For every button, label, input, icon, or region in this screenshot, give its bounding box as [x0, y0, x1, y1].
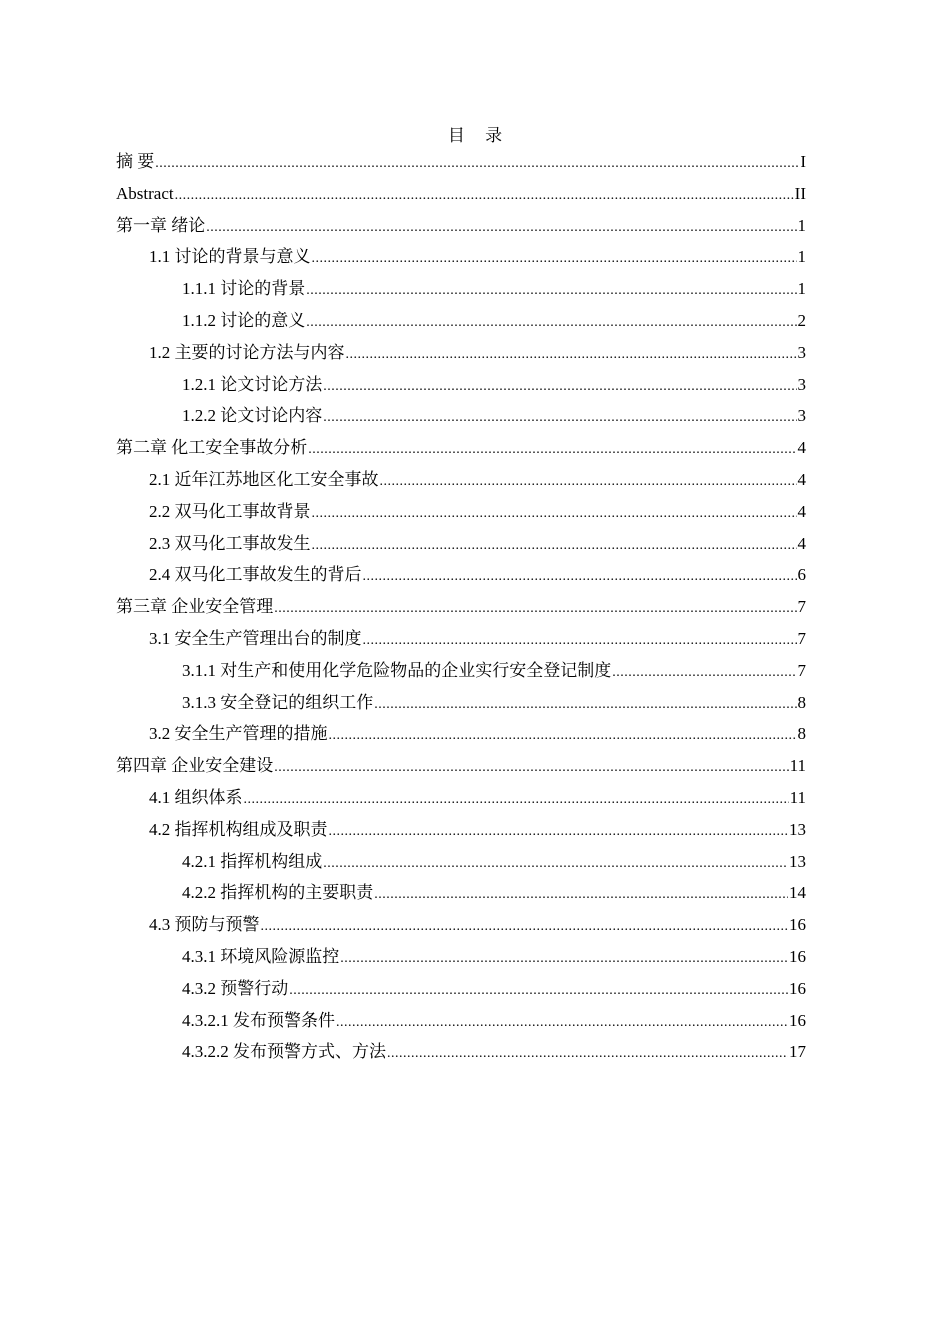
toc-entry[interactable]: [116, 496, 806, 528]
toc-entry-label: 1.2 主要的讨论方法与内容: [149, 342, 345, 362]
toc-entry[interactable]: [116, 782, 806, 814]
toc-entry[interactable]: [116, 528, 806, 560]
toc-entry[interactable]: [116, 623, 806, 655]
toc-entry[interactable]: [116, 432, 806, 464]
toc-entry[interactable]: [116, 400, 806, 432]
toc-entry[interactable]: [116, 591, 806, 623]
toc-entry-label: 3.2 安全生产管理的措施: [149, 724, 328, 744]
toc-list: [116, 146, 806, 1068]
toc-page-number: 7: [797, 597, 806, 617]
toc-page-number: 13: [789, 819, 806, 839]
toc-page-number: 4: [797, 533, 806, 553]
toc-page-number: 7: [797, 660, 806, 680]
toc-entry-label: 1.1.1 讨论的背景: [182, 279, 306, 299]
toc-dot-leader: [363, 625, 797, 657]
toc-entry-label: 4.1 组织体系: [149, 787, 243, 807]
toc-page-number: 17: [789, 1042, 806, 1062]
toc-dot-leader: [155, 148, 799, 180]
toc-entry[interactable]: [116, 305, 806, 337]
toc-dot-leader: [244, 784, 789, 816]
toc-dot-leader: [374, 879, 788, 911]
toc-page-number: I: [800, 152, 806, 171]
toc-dot-leader: [261, 911, 789, 943]
toc-entry[interactable]: [116, 1036, 806, 1068]
toc-entry-label: 4.3.2.2 发布预警方式、方法: [182, 1042, 386, 1062]
toc-entry[interactable]: [116, 941, 806, 973]
toc-dot-leader: [380, 466, 797, 498]
toc-page-number: 1: [797, 215, 806, 235]
toc-dot-leader: [308, 434, 796, 466]
toc-entry[interactable]: [116, 846, 806, 878]
toc-page-number: 6: [797, 565, 806, 585]
toc-entry-label: 4.2.1 指挥机构组成: [182, 851, 323, 871]
toc-dot-leader: [329, 816, 789, 848]
toc-entry-label: 1.1 讨论的背景与意义: [149, 247, 311, 267]
toc-entry[interactable]: [116, 877, 806, 909]
toc-page-number: 8: [797, 724, 806, 744]
toc-page-number: II: [794, 183, 806, 203]
toc-page-number: 16: [789, 915, 806, 935]
toc-page-number: 4: [797, 469, 806, 489]
toc-dot-leader: [323, 371, 796, 403]
toc-dot-leader: [346, 339, 797, 371]
toc-entry[interactable]: [116, 814, 806, 846]
toc-entry[interactable]: [116, 655, 806, 687]
toc-entry-label: 第一章 绪论: [116, 215, 206, 235]
toc-entry-label: 2.4 双马化工事故发生的背后: [149, 565, 362, 585]
toc-entry-label: 2.3 双马化工事故发生: [149, 533, 311, 553]
toc-page-number: 13: [789, 851, 806, 871]
toc-dot-leader: [323, 402, 796, 434]
toc-dot-leader: [336, 1007, 788, 1039]
toc-dot-leader: [175, 180, 794, 212]
toc-entry[interactable]: [116, 337, 806, 369]
toc-page-number: 16: [789, 978, 806, 998]
toc-entry-label: 1.1.2 讨论的意义: [182, 310, 306, 330]
toc-dot-leader: [274, 752, 788, 784]
toc-page-number: 16: [789, 1010, 806, 1030]
toc-entry[interactable]: [116, 718, 806, 750]
toc-page-number: 8: [797, 692, 806, 712]
toc-entry-label: 3.1.3 安全登记的组织工作: [182, 692, 374, 712]
toc-dot-leader: [312, 243, 797, 275]
toc-entry-label: 3.1 安全生产管理出台的制度: [149, 628, 362, 648]
toc-entry[interactable]: [116, 973, 806, 1005]
toc-entry-label: 4.2 指挥机构组成及职责: [149, 819, 328, 839]
toc-page-number: 4: [797, 501, 806, 521]
toc-entry[interactable]: [116, 464, 806, 496]
toc-dot-leader: [289, 975, 788, 1007]
toc-entry-label: 摘 要: [116, 152, 155, 171]
toc-entry[interactable]: [116, 146, 806, 178]
toc-entry-label: 3.1.1 对生产和使用化学危险物品的企业实行安全登记制度: [182, 660, 612, 680]
toc-entry-label: 1.2.2 论文讨论内容: [182, 406, 323, 426]
toc-dot-leader: [612, 657, 796, 689]
toc-dot-leader: [387, 1038, 788, 1070]
toc-dot-leader: [374, 689, 796, 721]
toc-dot-leader: [274, 593, 796, 625]
toc-entry[interactable]: [116, 750, 806, 782]
toc-entry-label: 2.1 近年江苏地区化工安全事故: [149, 469, 379, 489]
toc-entry-label: 4.3.2 预警行动: [182, 978, 289, 998]
toc-entry-label: 4.2.2 指挥机构的主要职责: [182, 883, 374, 903]
toc-page-number: 3: [797, 406, 806, 426]
toc-entry[interactable]: [116, 909, 806, 941]
toc-page-number: 3: [797, 342, 806, 362]
toc-dot-leader: [206, 212, 796, 244]
toc-entry[interactable]: [116, 273, 806, 305]
toc-page-number: 7: [797, 628, 806, 648]
toc-dot-leader: [323, 848, 788, 880]
toc-page-number: 14: [789, 883, 806, 903]
toc-title: 目 录: [447, 126, 511, 145]
toc-dot-leader: [329, 720, 797, 752]
toc-page-number: 4: [797, 438, 806, 458]
toc-page-number: 11: [789, 756, 806, 776]
toc-dot-leader: [306, 307, 796, 339]
toc-entry[interactable]: [116, 241, 806, 273]
toc-entry-label: 1.2.1 论文讨论方法: [182, 374, 323, 394]
toc-entry[interactable]: [116, 369, 806, 401]
toc-page-number: 11: [789, 787, 806, 807]
toc-entry-label: 4.3.2.1 发布预警条件: [182, 1010, 335, 1030]
toc-dot-leader: [312, 498, 797, 530]
toc-entry[interactable]: [116, 687, 806, 719]
toc-entry[interactable]: [116, 178, 806, 210]
toc-page-number: 16: [789, 946, 806, 966]
toc-page-number: 1: [797, 247, 806, 267]
toc-entry[interactable]: [116, 559, 806, 591]
toc-page-number: 2: [797, 310, 806, 330]
toc-entry-label: 4.3 预防与预警: [149, 915, 260, 935]
toc-entry[interactable]: [116, 1005, 806, 1037]
toc-page-number: 1: [797, 279, 806, 299]
toc-entry-label: 第二章 化工安全事故分析: [116, 438, 308, 458]
toc-entry-label: 第四章 企业安全建设: [116, 756, 274, 776]
toc-entry-label: 第三章 企业安全管理: [116, 597, 274, 617]
toc-entry-label: 4.3.1 环境风险源监控: [182, 946, 340, 966]
toc-page-number: 3: [797, 374, 806, 394]
toc-dot-leader: [306, 275, 796, 307]
toc-dot-leader: [312, 530, 797, 562]
toc-entry[interactable]: [116, 210, 806, 242]
toc-entry-label: Abstract: [116, 183, 174, 203]
toc-dot-leader: [363, 561, 797, 593]
toc-entry-label: 2.2 双马化工事故背景: [149, 501, 311, 521]
toc-dot-leader: [340, 943, 788, 975]
